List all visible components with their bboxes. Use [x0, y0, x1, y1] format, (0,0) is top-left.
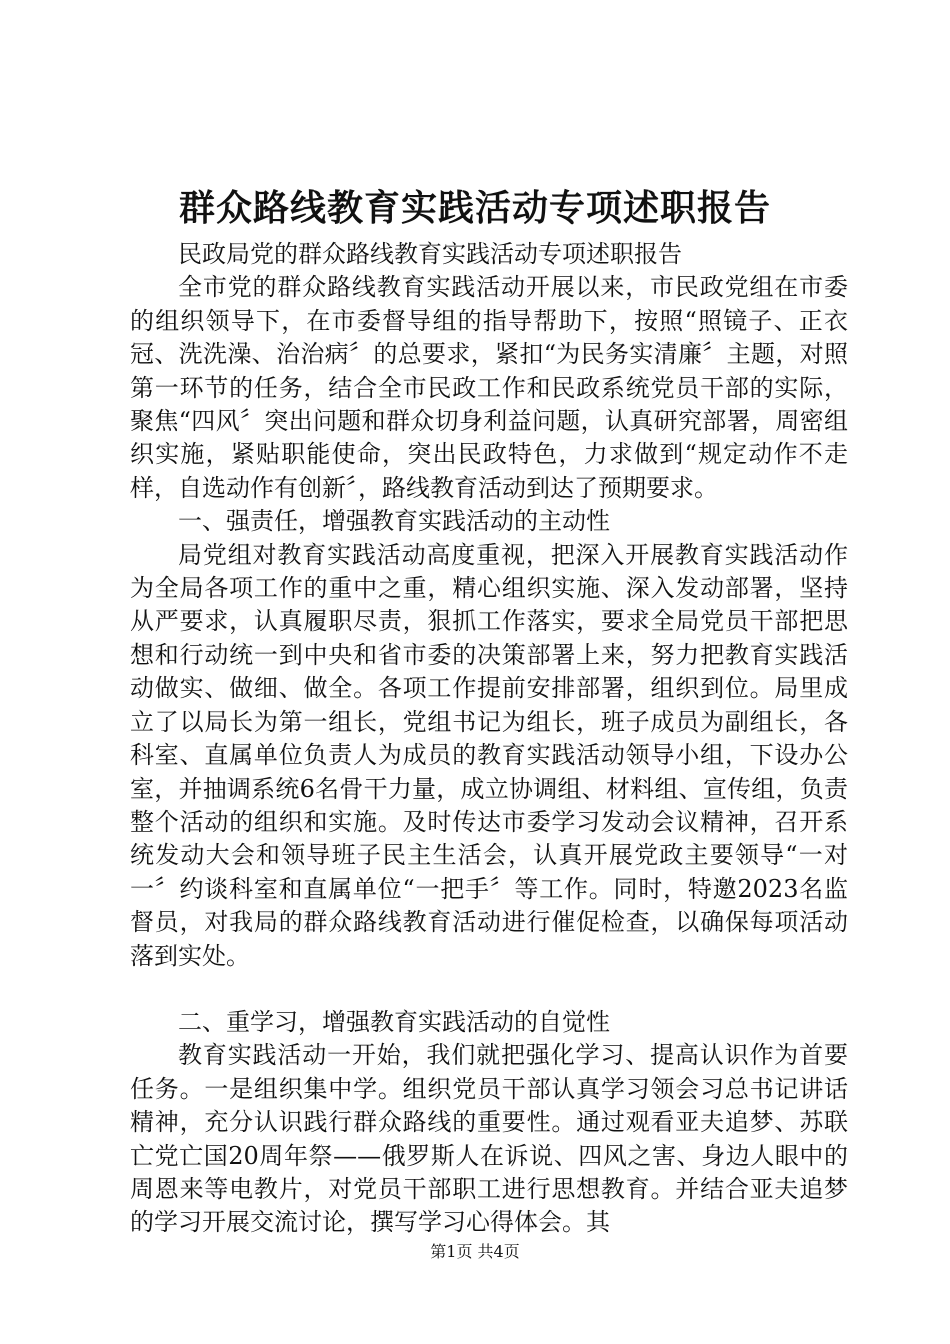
intro-paragraph: 全市党的群众路线教育实践活动开展以来，市民政党组在市委的组织领导下，在市委督导组的指导帮助下，按照“照镜子、正衣冠、洗洗澡、治治病〞的总要求，紧扣“为民务实清廉〞主题，对照第一环节的任务，结合全市民政工作和民政系统党员干部的实际，聚焦“四风〞突出问题和群众切身利益问题，认真研究部署，周密组织实施，紧贴职能使命，突出民政特色，力求做到“规定动作不走样，自选动作有创新〞，路线教育活动到达了预期要求。 — [130, 273, 848, 502]
section-heading-2: 二、重学习，增强教育实践活动的自觉性 — [178, 1007, 610, 1036]
page-footer: 第1页 共4页 — [430, 1242, 520, 1261]
section-2-paragraph: 教育实践活动一开始，我们就把强化学习、提高认识作为首要任务。一是组织集中学。组织党员干部认真学习领会习总书记讲话精神，充分认识践行群众路线的重要性。通过观看亚夫追梦、苏联亡党亡国20周年祭——俄罗斯人在诉说、四风之害、身边人眼中的周恩来等电教片，对党员干部职工进行思想教育。并结合亚夫追梦的学习开展交流讨论，撰写学习心得体会。其 — [130, 1041, 848, 1237]
section-heading-1: 一、强责任，增强教育实践活动的主动性 — [178, 507, 610, 536]
document-title: 群众路线教育实践活动专项述职报告 — [178, 187, 771, 229]
document-body — [130, 238, 848, 1240]
section-1-paragraph: 局党组对教育实践活动高度重视，把深入开展教育实践活动作为全局各项工作的重中之重，精心组织实施、深入发动部署，坚持从严要求，认真履职尽责，狠抓工作落实，要求全局党员干部把思想和行动统一到中央和省市委的决策部署上来，努力把教育实践活动做实、做细、做全。各项工作提前安排部署，组织到位。局里成立了以局长为第一组长，党组书记为组长，班子成员为副组长，各科室、直属单位负责人为成员的教育实践活动领导小组，下设办公室，并抽调系统6名骨干力量，成立协调组、材料组、宣传组，负责整个活动的组织和实施。及时传达市委学习发动会议精神，召开系统发动大会和领导班子民主生活会，认真开展党政主要领导“一对一〞约谈科室和直属单位“一把手〞等工作。同时，特邀2023名监督员，对我局的群众路线教育活动进行催促检查，以确保每项活动落到实处。 — [130, 540, 848, 970]
subtitle-paragraph: 民政局党的群众路线教育实践活动专项述职报告 — [178, 240, 682, 268]
